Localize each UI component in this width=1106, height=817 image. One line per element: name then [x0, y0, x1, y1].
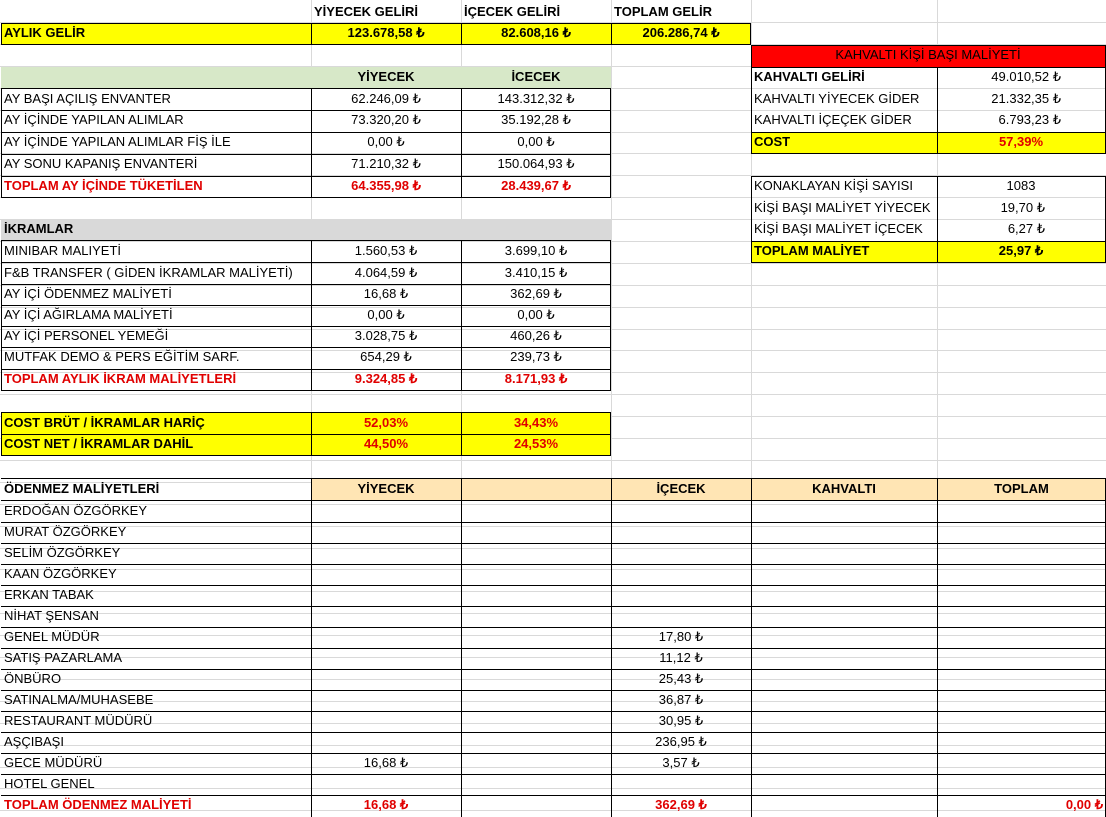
aylik-gelir-divider — [461, 23, 462, 45]
kisi-sayisi[interactable]: 1083 — [1006, 178, 1036, 193]
inventory-row-yiyecek[interactable]: 0,00 ₺ — [367, 134, 405, 149]
ikram-row-yiyecek[interactable]: 654,29 ₺ — [360, 349, 412, 364]
ikramlar-divider — [1, 305, 611, 306]
ikramlar-divider — [311, 240, 312, 391]
odenmez-row-icecek[interactable]: 236,95 ₺ — [655, 734, 707, 749]
ikram-row-yiyecek[interactable]: 0,00 ₺ — [367, 307, 405, 322]
odenmez-row-icecek[interactable]: 30,95 ₺ — [658, 713, 704, 728]
cost-net-yiyecek[interactable]: 44,50% — [311, 434, 461, 455]
inventory-col-icecek[interactable]: İCECEK — [511, 69, 561, 84]
ikram-row-icecek[interactable]: 362,69 ₺ — [510, 286, 562, 301]
kahvalti-divider — [937, 176, 938, 263]
odenmez-row-name[interactable]: HOTEL GENEL — [4, 776, 95, 791]
odenmez-divider — [611, 478, 612, 817]
kb-yiyecek-label[interactable]: KİŞİ BAŞI MALİYET YİYECEK — [754, 200, 931, 215]
odenmez-col-kahvalti[interactable]: KAHVALTI — [812, 481, 876, 496]
odenmez-row-icecek[interactable]: 36,87 ₺ — [658, 692, 704, 707]
aylik-gelir-toplam[interactable]: 206.286,74 ₺ — [611, 23, 751, 44]
odenmez-row-name[interactable]: ERDOĞAN ÖZGÖRKEY — [4, 503, 148, 518]
aylik-gelir-icecek[interactable]: 82.608,16 ₺ — [461, 23, 611, 44]
inventory-divider — [1, 176, 611, 177]
ikram-row-label[interactable]: MUTFAK DEMO & PERS EĞİTİM SARF. — [4, 349, 240, 364]
ikramlar-divider — [1, 326, 611, 327]
odenmez-row-name[interactable]: GENEL MÜDÜR — [4, 629, 100, 644]
inventory-row-icecek[interactable]: 0,00 ₺ — [517, 134, 555, 149]
kahvalti-top-border — [751, 45, 1106, 154]
ikram-row-icecek[interactable]: 239,73 ₺ — [510, 349, 562, 364]
inventory-row-yiyecek[interactable]: 62.246,09 ₺ — [351, 91, 421, 106]
inventory-total-icecek[interactable]: 28.439,67 ₺ — [501, 178, 571, 193]
ikramlar-divider — [1, 262, 611, 263]
odenmez-row-name[interactable]: ERKAN TABAK — [4, 587, 94, 602]
ikramlar-title[interactable]: İKRAMLAR — [1, 219, 611, 240]
cost-divider — [1, 434, 611, 435]
ikram-total-label[interactable]: TOPLAM AYLIK İKRAM MALİYETLERİ — [4, 371, 237, 386]
odenmez-row-icecek[interactable]: 17,80 ₺ — [658, 629, 704, 644]
ikram-row-label[interactable]: MINIBAR MALIYETİ — [4, 243, 122, 258]
odenmez-total-yiyecek[interactable]: 16,68 ₺ — [363, 797, 409, 812]
inventory-divider — [1, 154, 611, 155]
ikram-row-yiyecek[interactable]: 1.560,53 ₺ — [354, 243, 418, 258]
inventory-total-label[interactable]: TOPLAM AY İÇİNDE TÜKETİLEN — [4, 178, 203, 193]
aylik-gelir-divider — [311, 23, 312, 45]
odenmez-divider — [751, 478, 752, 817]
inventory-row-label[interactable]: AY BAŞI AÇILIŞ ENVANTER — [4, 91, 171, 106]
toplam-maliyet-label[interactable]: TOPLAM MALİYET — [751, 241, 937, 262]
odenmez-row-name[interactable]: GECE MÜDÜRÜ — [4, 755, 103, 770]
kahvalti-divider — [751, 241, 1106, 242]
ikramlar-divider — [1, 347, 611, 348]
ikram-row-label[interactable]: F&B TRANSFER ( GİDEN İKRAMLAR MALİYETİ) — [4, 265, 293, 280]
aylik-gelir-yiyecek[interactable]: 123.678,58 ₺ — [311, 23, 461, 44]
odenmez-row-name[interactable]: SATIŞ PAZARLAMA — [4, 650, 122, 665]
kahvalti-yiyecek-gider[interactable]: 21.332,35 ₺ — [991, 91, 1061, 106]
odenmez-divider — [311, 478, 312, 817]
odenmez-row-name[interactable]: SELİM ÖZGÖRKEY — [4, 545, 121, 560]
odenmez-col-icecek[interactable]: İÇECEK — [656, 481, 706, 496]
odenmez-divider — [461, 478, 462, 817]
odenmez-col-toplam[interactable]: TOPLAM — [994, 481, 1049, 496]
kb-yiyecek[interactable]: 19,70 ₺ — [1000, 200, 1045, 215]
ikramlar-divider — [461, 240, 462, 391]
ikram-row-label[interactable]: AY İÇİ ÖDENMEZ MALİYETİ — [4, 286, 172, 301]
kahvalti-geliri-label[interactable]: KAHVALTI GELİRİ — [754, 69, 865, 84]
kahvalti-yiyecek-gider-label[interactable]: KAHVALTI YİYECEK GİDER — [754, 91, 920, 106]
kahvalti-cost[interactable]: 57,39% — [937, 132, 1105, 153]
cost-brut-yiyecek[interactable]: 52,03% — [311, 413, 461, 434]
odenmez-row-icecek[interactable]: 11,12 ₺ — [659, 650, 703, 665]
ikram-row-label[interactable]: AY İÇİ AĞIRLAMA MALİYETİ — [4, 307, 173, 322]
ikramlar-divider — [1, 369, 611, 370]
kahvalti-bottom-border — [751, 176, 1106, 263]
odenmez-row-name[interactable]: MURAT ÖZGÖRKEY — [4, 524, 127, 539]
ikram-row-icecek[interactable]: 3.699,10 ₺ — [504, 243, 568, 258]
gridline-h — [0, 394, 1106, 395]
odenmez-row-yiyecek[interactable]: 16,68 ₺ — [363, 755, 409, 770]
kahvalti-cost-label[interactable]: COST — [751, 132, 937, 153]
cost-divider — [461, 412, 462, 456]
ikram-row-icecek[interactable]: 0,00 ₺ — [517, 307, 555, 322]
kisi-sayisi-label[interactable]: KONAKLAYAN KİŞİ SAYISI — [754, 178, 913, 193]
cost-brut-label[interactable]: COST BRÜT / İKRAMLAR HARİÇ — [1, 413, 311, 434]
kb-icecek[interactable]: 6,27 ₺ — [1007, 221, 1045, 236]
odenmez-divider — [937, 478, 938, 817]
odenmez-total-icecek[interactable]: 362,69 ₺ — [655, 797, 707, 812]
inventory-col-yiyecek[interactable]: YİYECEK — [357, 69, 415, 84]
odenmez-row-name[interactable]: AŞÇIBAŞI — [4, 734, 64, 749]
kb-icecek-label[interactable]: KİŞİ BAŞI MALİYET İÇECEK — [754, 221, 923, 236]
kahvalti-title[interactable]: KAHVALTI KİŞİ BAŞI MALİYETİ — [751, 45, 1105, 67]
odenmez-row-name[interactable]: SATINALMA/MUHASEBE — [4, 692, 154, 707]
inventory-divider — [461, 88, 462, 198]
ikram-row-icecek[interactable]: 3.410,15 ₺ — [504, 265, 568, 280]
cost-net-icecek[interactable]: 24,53% — [461, 434, 611, 455]
cost-divider — [311, 412, 312, 456]
cost-brut-icecek[interactable]: 34,43% — [461, 413, 611, 434]
gridline-h — [0, 460, 1106, 461]
inventory-row-label[interactable]: AY İÇİNDE YAPILAN ALIMLAR — [4, 112, 184, 127]
ikram-total-yiyecek[interactable]: 9.324,85 ₺ — [354, 371, 418, 386]
aylik-gelir-border — [1, 23, 751, 45]
kahvalti-icecek-gider[interactable]: 6.793,23 ₺ — [998, 112, 1061, 127]
ikramlar-divider — [1, 284, 611, 285]
ikram-row-icecek[interactable]: 460,26 ₺ — [510, 328, 562, 343]
kahvalti-divider — [751, 132, 1106, 133]
odenmez-total-label[interactable]: TOPLAM ÖDENMEZ MALİYETİ — [4, 797, 192, 812]
header-yiyecek-geliri[interactable]: YİYECEK GELİRİ — [314, 4, 419, 19]
aylik-gelir-label[interactable]: AYLIK GELİR — [1, 23, 311, 44]
header-icecek-geliri[interactable]: İÇECEK GELİRİ — [464, 4, 561, 19]
inventory-border — [1, 88, 611, 198]
ikram-total-icecek[interactable]: 8.171,93 ₺ — [504, 371, 568, 386]
kahvalti-divider — [937, 67, 938, 154]
ikram-row-yiyecek[interactable]: 16,68 ₺ — [363, 286, 409, 301]
inventory-total-yiyecek[interactable]: 64.355,98 ₺ — [351, 178, 421, 193]
ikram-row-yiyecek[interactable]: 3.028,75 ₺ — [354, 328, 418, 343]
kahvalti-geliri[interactable]: 49.010,52 ₺ — [991, 69, 1061, 84]
odenmez-row-icecek[interactable]: 3,57 ₺ — [662, 755, 700, 770]
toplam-maliyet[interactable]: 25,97 ₺ — [937, 241, 1105, 262]
ikram-row-label[interactable]: AY İÇİ PERSONEL YEMEĞİ — [4, 328, 169, 343]
inventory-row-icecek[interactable]: 150.064,93 ₺ — [497, 156, 575, 171]
inventory-row-yiyecek[interactable]: 73.320,20 ₺ — [351, 112, 421, 127]
odenmez-total-toplam[interactable]: 0,00 ₺ — [1065, 797, 1103, 812]
inventory-row-label[interactable]: AY SONU KAPANIŞ ENVANTERİ — [4, 156, 198, 171]
inventory-divider — [1, 132, 611, 133]
aylik-gelir-divider — [611, 23, 612, 45]
odenmez-row-name[interactable]: KAAN ÖZGÖRKEY — [4, 566, 117, 581]
odenmez-row-name[interactable]: NİHAT ŞENSAN — [4, 608, 99, 623]
inventory-divider — [1, 110, 611, 111]
kahvalti-icecek-gider-label[interactable]: KAHVALTI İÇEÇEK GİDER — [754, 112, 912, 127]
odenmez-row-name[interactable]: ÖNBÜRO — [4, 671, 62, 686]
odenmez-col-yiyecek[interactable]: YİYECEK — [357, 481, 415, 496]
inventory-row-label[interactable]: AY İÇİNDE YAPILAN ALIMLAR FİŞ İLE — [4, 134, 231, 149]
ikram-row-yiyecek[interactable]: 4.064,59 ₺ — [354, 265, 418, 280]
inventory-row-yiyecek[interactable]: 71.210,32 ₺ — [351, 156, 421, 171]
inventory-row-icecek[interactable]: 143.312,32 ₺ — [497, 91, 575, 106]
kahvalti-divider — [751, 67, 1106, 68]
inventory-divider — [311, 88, 312, 198]
odenmez-divider — [1, 478, 1106, 479]
header-toplam-gelir[interactable]: TOPLAM GELİR — [614, 4, 712, 19]
odenmez-row-name[interactable]: RESTAURANT MÜDÜRÜ — [4, 713, 153, 728]
cost-net-label[interactable]: COST NET / İKRAMLAR DAHİL — [1, 434, 311, 455]
inventory-row-icecek[interactable]: 35.192,28 ₺ — [501, 112, 571, 127]
odenmez-row-icecek[interactable]: 25,43 ₺ — [658, 671, 704, 686]
odenmez-title[interactable]: ÖDENMEZ MALİYETLERİ — [4, 481, 160, 496]
